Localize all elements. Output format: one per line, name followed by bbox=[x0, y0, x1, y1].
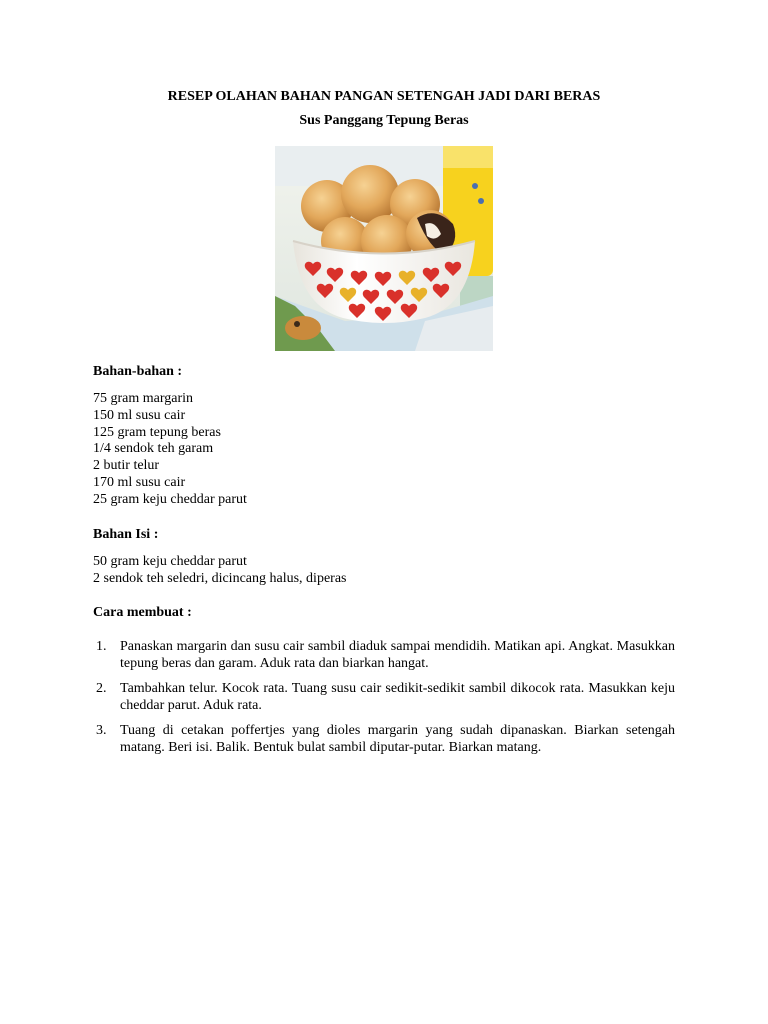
bahan-isi-heading: Bahan Isi : bbox=[93, 527, 159, 542]
cara-membuat-heading: Cara membuat : bbox=[93, 605, 192, 620]
step-item bbox=[93, 680, 675, 714]
step-number: 3. bbox=[96, 723, 107, 738]
list-item: 150 ml susu cair bbox=[93, 407, 186, 423]
step-text: Tuang di cetakan poffertjes yang dioles margarin yang sudah dipanaskan. Biarkan setengah matang. Beri isi. Balik. Bentuk bulat sambil diputar-putar. Biarkan matang. bbox=[120, 723, 675, 755]
list-item: 75 gram margarin bbox=[93, 391, 194, 406]
list-item: 1/4 sendok teh garam bbox=[93, 441, 214, 457]
document-title: RESEP OLAHAN BAHAN PANGAN SETENGAH JADI DARI BERAS bbox=[167, 89, 601, 104]
step-number: 2. bbox=[96, 681, 107, 696]
step-text: Tambahkan telur. Kocok rata. Tuang susu cair sedikit-sedikit sambil dikocok rata. Masukkan keju cheddar parut. Aduk rata. bbox=[120, 681, 675, 713]
step-item bbox=[93, 638, 675, 672]
bahan-heading: Bahan-bahan : bbox=[93, 364, 183, 379]
list-item: 25 gram keju cheddar parut bbox=[93, 491, 247, 507]
list-item: 2 butir telur bbox=[93, 458, 160, 474]
recipe-subtitle: Sus Panggang Tepung Beras bbox=[299, 113, 469, 128]
list-item: 2 sendok teh seledri, dicincang halus, diperas bbox=[93, 570, 347, 586]
step-item bbox=[93, 722, 675, 756]
step-number: 1. bbox=[96, 639, 107, 654]
cara-membuat-steps bbox=[93, 638, 675, 764]
bahan-isi-list bbox=[93, 554, 346, 588]
list-item: 50 gram keju cheddar parut bbox=[93, 554, 247, 569]
list-item: 170 ml susu cair bbox=[93, 474, 186, 490]
list-item: 125 gram tepung beras bbox=[93, 424, 221, 440]
cream-puffs-in-heart-bowl-photo bbox=[275, 146, 493, 351]
step-text: Panaskan margarin dan susu cair sambil diaduk sampai mendidih. Matikan api. Angkat. Masukkan tepung beras dan garam. Aduk rata dan biarkan hangat. bbox=[120, 639, 675, 671]
bahan-list bbox=[93, 391, 247, 509]
